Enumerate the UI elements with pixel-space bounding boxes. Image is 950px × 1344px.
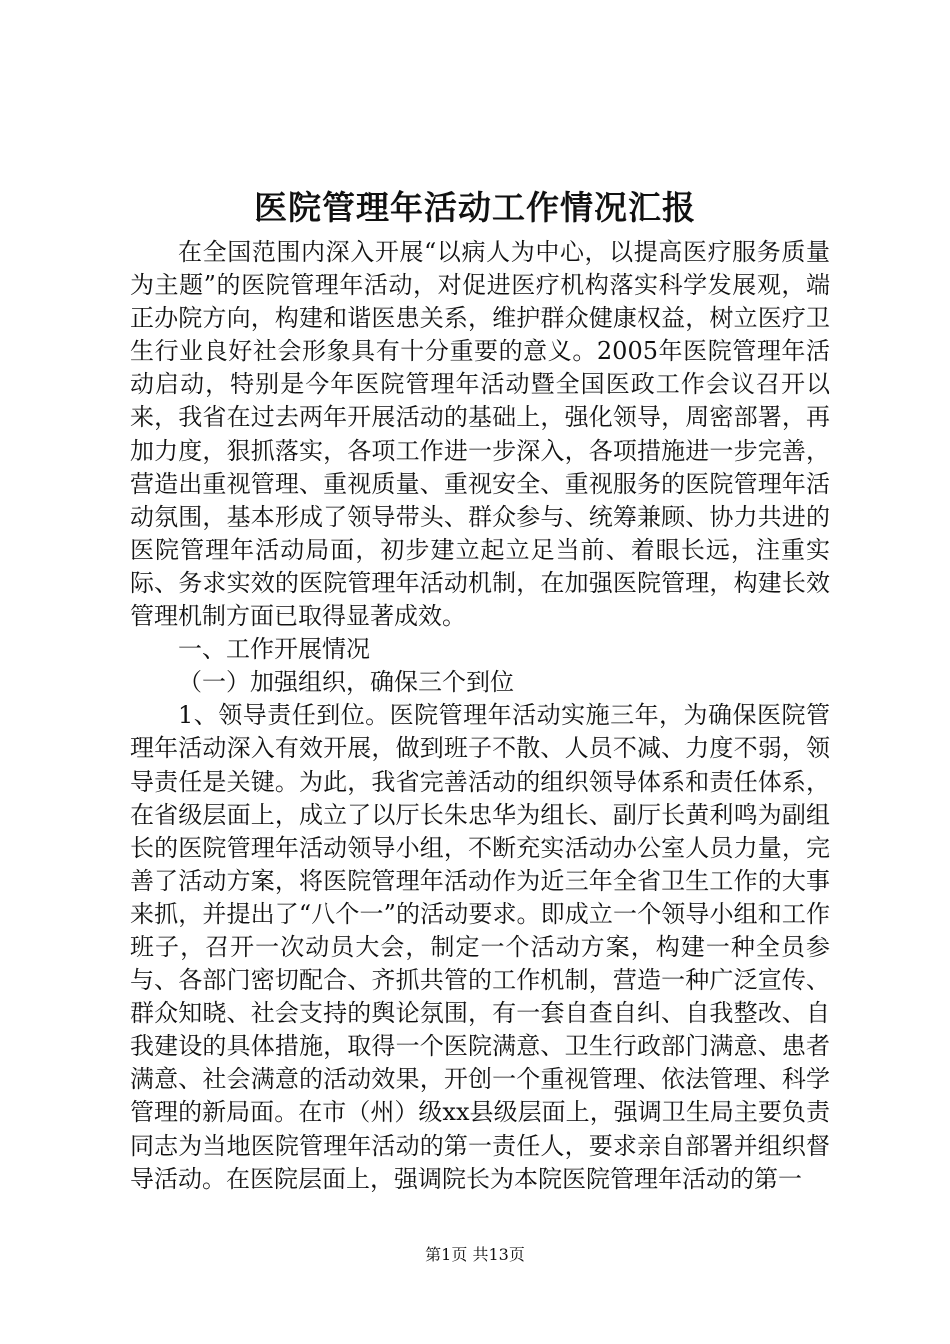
body-paragraph: 1、领导责任到位。医院管理年活动实施三年，为确保医院管理年活动深入有效开展，做到班子不散、人员不减、力度不弱，领导责任是关键。为此，我省完善活动的组织领导体系和责任体系，在省级层面上，成立了以厅长朱忠华为组长、副厅长黄利鸣为副组长的医院管理年活动领导小组，不断充实活动办公室人员力量，完善了活动方案，将医院管理年活动作为近三年全省卫生工作的大事来抓，并提出了“八个一”的活动要求。即成立一个领导小组和工作班子，召开一次动员大会，制定一个活动方案，构建一种全员参与、各部门密切配合、齐抓共管的工作机制，营造一种广泛宣传、群众知晓、社会支持的舆论氛围，有一套自查自纠、自我整改、自我建设的具体措施，取得一个医院满意、卫生行政部门满意、患者满意、社会满意的活动效果，开创一个重视管理、依法管理、科学管理的新局面。在市（州）级xx县级层面上，强调卫生局主要负责同志为当地医院管理年活动的第一责任人，要求亲自部署并组织督导活动。在医院层面上，强调院长为本院医院管理年活动的第一 (130, 701, 830, 1193)
section-heading: 一、工作开展情况 (178, 635, 370, 664)
intro-paragraph: 在全国范围内深入开展“以病人为中心，以提高医疗服务质量为主题”的医院管理年活动，对促进医疗机构落实科学发展观，端正办院方向，构建和谐医患关系，维护群众健康权益，树立医疗卫生行业良好社会形象具有十分重要的意义。2005年医院管理年活动启动，特别是今年医院管理年活动暨全国医政工作会议召开以来，我省在过去两年开展活动的基础上，强化领导，周密部署，再加力度，狠抓落实，各项工作进一步深入，各项措施进一步完善，营造出重视管理、重视质量、重视安全、重视服务的医院管理年活动氛围，基本形成了领导带头、群众参与、统筹兼顾、协力共进的医院管理年活动局面，初步建立起立足当前、着眼长远，注重实际、务求实效的医院管理年活动机制，在加强医院管理，构建长效管理机制方面已取得显著成效。 (130, 238, 830, 631)
document-title: 医院管理年活动工作情况汇报 (254, 188, 696, 227)
page-number: 第1页 (425, 1245, 468, 1264)
document-body (130, 236, 830, 1196)
subsection-heading: （一）加强组织，确保三个到位 (178, 668, 514, 697)
page-footer (0, 1244, 950, 1266)
page-total: 共13页 (472, 1245, 525, 1264)
